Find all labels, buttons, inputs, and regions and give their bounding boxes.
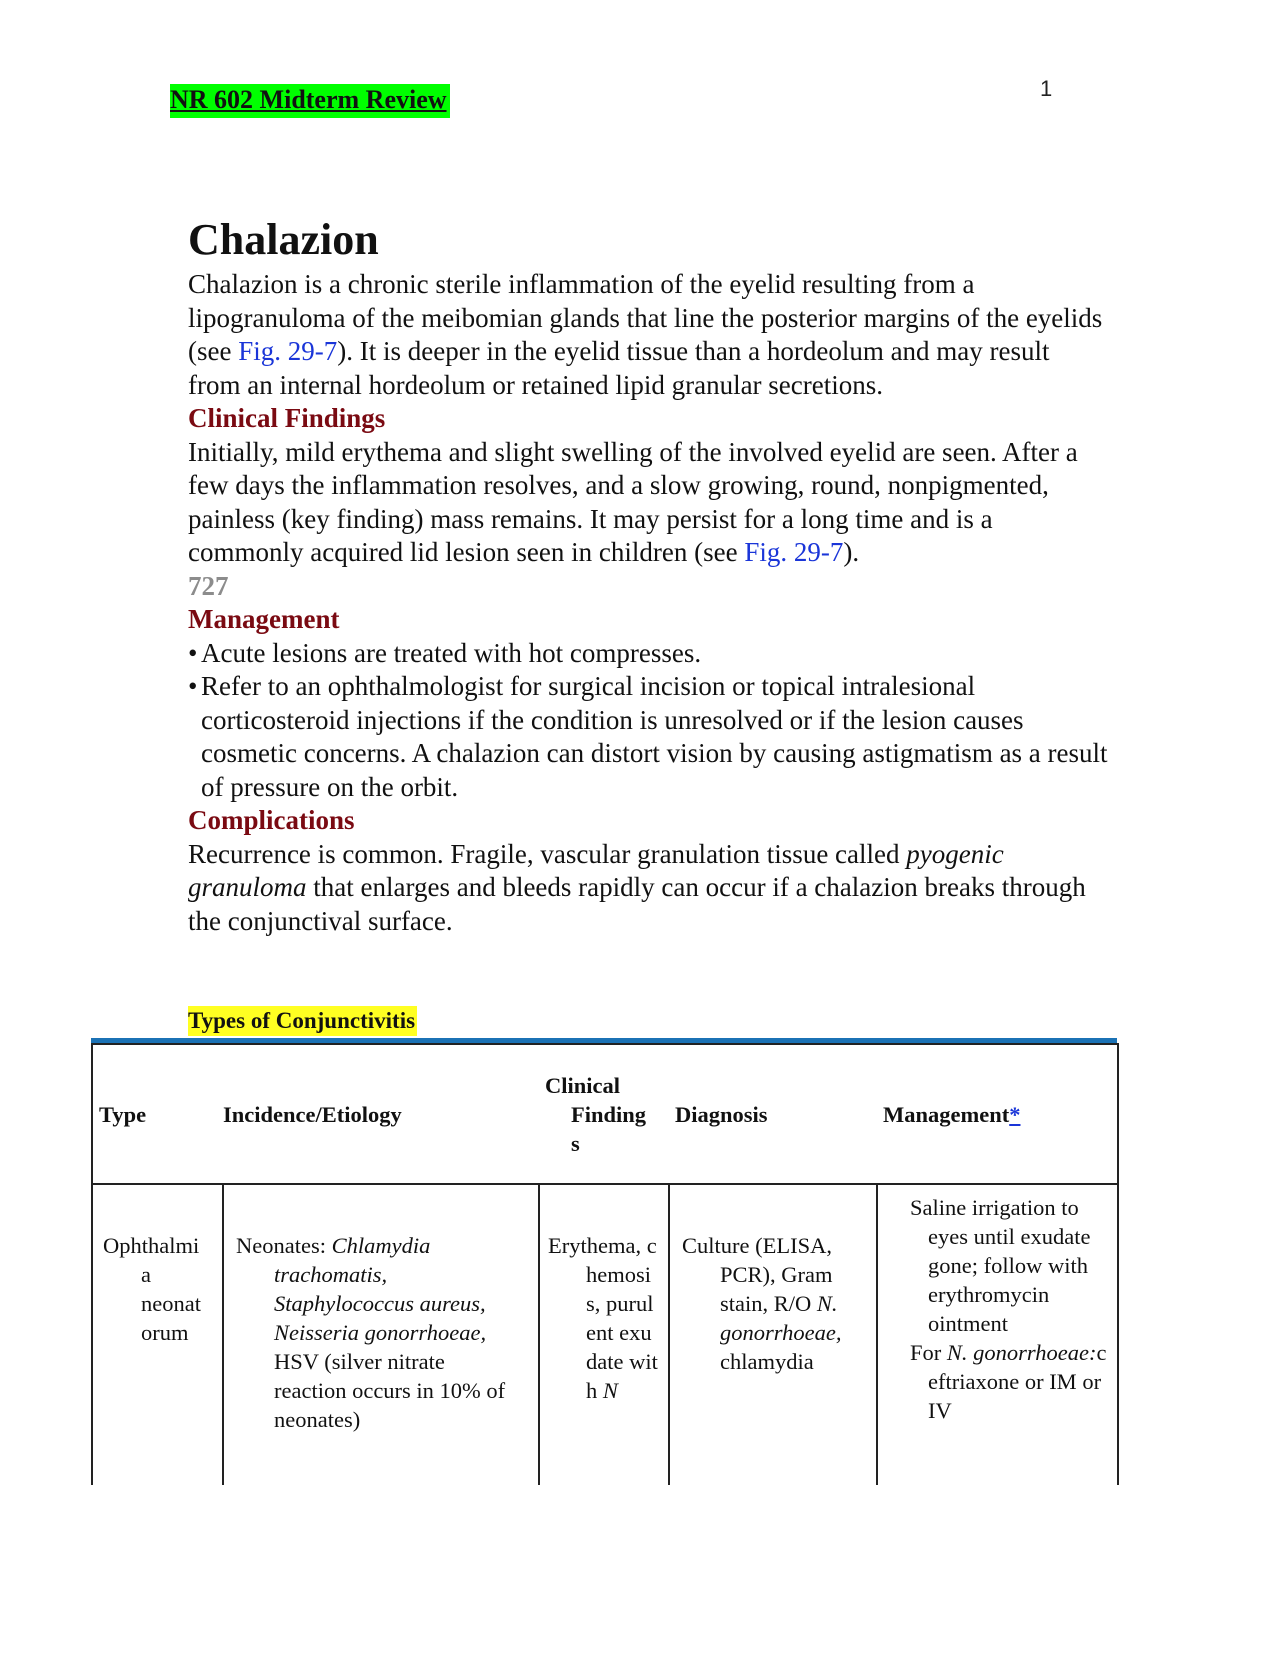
cell-diagnosis — [669, 1184, 877, 1485]
complications-heading: Complications — [188, 805, 355, 835]
header-incidence: Incidence/Etiology — [223, 1044, 539, 1184]
page-number: 1 — [1040, 76, 1053, 101]
header-tag: NR 602 Midterm Review — [170, 84, 450, 118]
table-header-row — [92, 1044, 1118, 1184]
chalazion-article — [188, 212, 1108, 938]
article-title: Chalazion — [188, 215, 379, 264]
finding-italic: N — [602, 1378, 618, 1403]
figure-link[interactable]: Fig. 29-7 — [238, 336, 338, 366]
header-diagnosis: Diagnosis — [669, 1044, 877, 1184]
type-line: a — [141, 1262, 151, 1287]
conjunctivitis-table — [91, 1038, 1117, 1485]
type-line: neonat — [141, 1291, 201, 1316]
finding-text: Erythema, chemosis, purulent exudate with — [548, 1233, 658, 1403]
header-finding-line: s — [571, 1130, 580, 1156]
management-gonorrhoeae — [910, 1338, 1113, 1425]
complications-text-end: that enlarges and bleeds rapidly can occur if a chalazion breaks through the conjunctival surface. — [188, 872, 1086, 936]
complications-text-start: Recurrence is common. Fragile, vascular granulation tissue called — [188, 838, 907, 869]
page-reference: 727 — [188, 570, 229, 601]
header-type: Type — [92, 1044, 223, 1184]
clinical-findings-paragraph — [188, 436, 1108, 570]
table-row — [92, 1184, 1118, 1485]
clinical-findings-heading: Clinical Findings — [188, 403, 386, 433]
management-italic: N. gonorrhoeae: — [946, 1340, 1097, 1365]
list-item: • Refer to an ophthalmologist for surgical incision or topical intralesional corticosteroid injections if the condition is unresolved or if the lesion causes cosmetic concerns. A chalazion can distort vision by causing astigmatism as a result of pressure on the orbit. — [188, 670, 1108, 804]
management-footnote-link[interactable]: * — [1009, 1101, 1021, 1127]
intro-text-start: Chalazion is a chronic sterile inflammation of the eyelid resulting from a lipogranuloma of the meibomian glands that line the posterior margins of the eyelids (see — [188, 269, 1103, 366]
header-management — [877, 1044, 1118, 1184]
figure-link[interactable]: Fig. 29-7 — [744, 537, 844, 567]
intro-paragraph — [188, 268, 1108, 402]
clinical-text-end: ). — [843, 537, 860, 567]
cell-management — [877, 1184, 1118, 1485]
complications-paragraph — [188, 838, 1108, 939]
clinical-text-start: Initially, mild erythema and slight swelling of the involved eyelid are seen. After a few days the inflammation resolves, and a slow growing, round, nonpigmented, painless (key finding) mass remains. It may persist for a long time and is a commonly acquired lid lesion seen in children (see — [188, 436, 1078, 567]
complications-term: pyogenic granuloma — [188, 838, 1004, 902]
intro-text-end: ). It is deeper in the eyelid tissue than a hordeolum and may result from an internal hordeolum or retained lipid granular secretions. — [188, 336, 1050, 400]
management-heading: Management — [188, 604, 340, 634]
incidence-rest: HSV (silver nitrate reaction occurs in 10% of neonates) — [274, 1349, 506, 1432]
diagnosis-italic: N. gonorrhoeae, — [720, 1291, 842, 1345]
diagnosis-rest: chlamydia — [720, 1349, 814, 1374]
management-for: For — [910, 1340, 947, 1365]
header-management-label: Management — [883, 1101, 1010, 1127]
incidence-prefix: Neonates: — [236, 1233, 332, 1258]
list-item: • Acute lesions are treated with hot compresses. — [188, 637, 1108, 671]
header-finding-line: Finding — [571, 1101, 647, 1127]
incidence-organisms: Chlamydia trachomatis, Staphylococcus aureus, Neisseria gonorrhoeae, — [274, 1233, 487, 1345]
header-finding-line: Clinical — [545, 1072, 621, 1098]
diagnosis-text: Culture (ELISA, PCR), Gram stain, R/O — [682, 1233, 833, 1316]
cell-clinical-findings — [539, 1184, 669, 1485]
header-clinical-findings — [539, 1044, 669, 1184]
cell-type — [92, 1184, 223, 1485]
type-line: Ophthalmi — [103, 1233, 200, 1258]
types-heading: Types of Conjunctivitis — [188, 1006, 417, 1036]
types-table — [91, 1043, 1119, 1485]
cell-incidence — [223, 1184, 539, 1485]
type-line: orum — [141, 1320, 189, 1345]
management-list — [188, 637, 1108, 805]
management-text: Saline irrigation to eyes until exudate gone; follow with erythromycin ointment — [910, 1195, 1091, 1336]
management-rest: ceftriaxone or IM or IV — [928, 1340, 1107, 1423]
